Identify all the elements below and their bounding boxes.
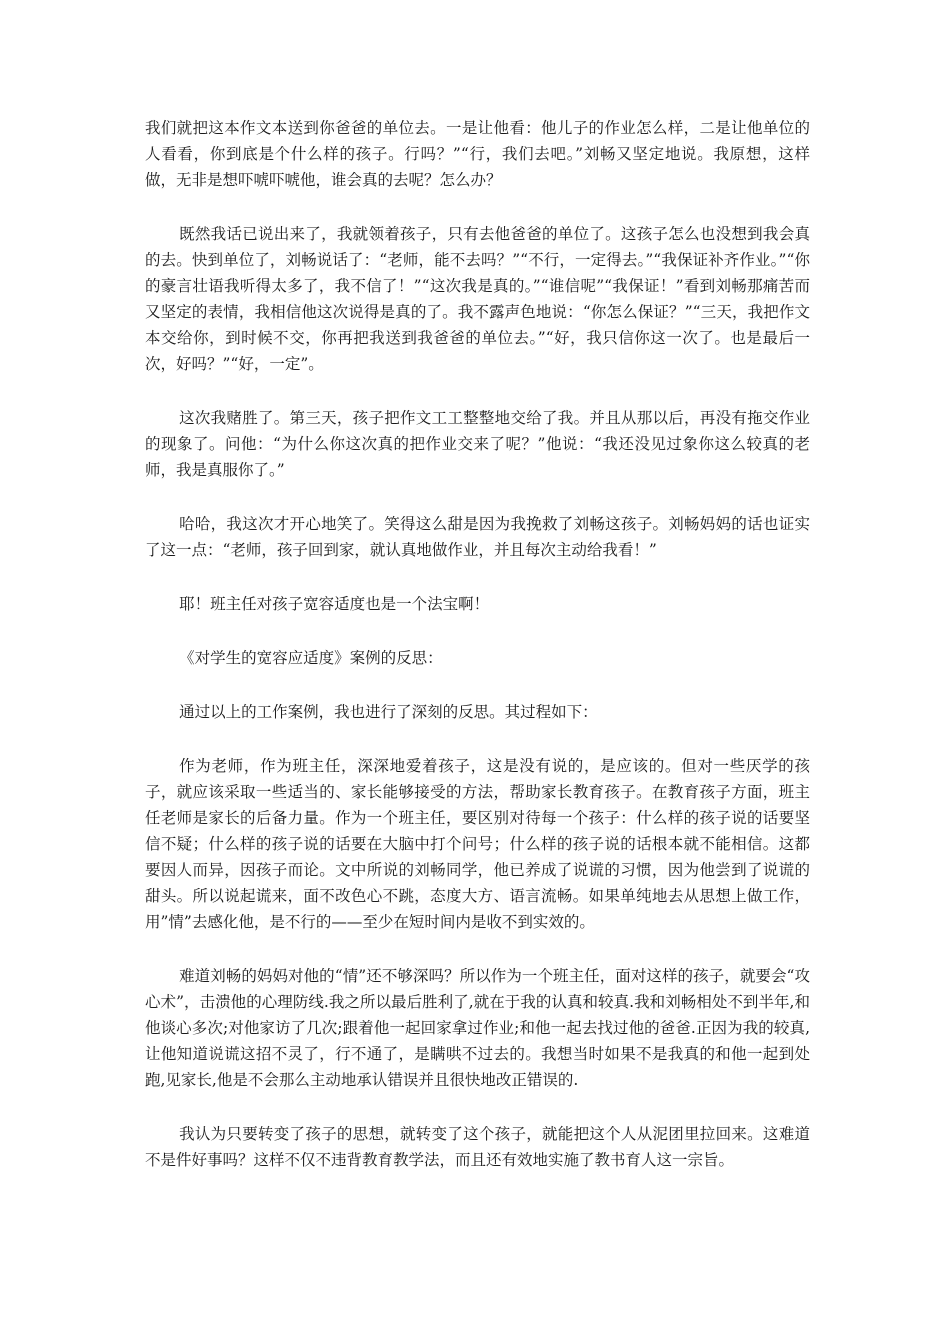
paragraph-1: 我们就把这本作文本送到你爸爸的单位去。一是让他看：他儿子的作业怎么样，二是让他单位的人看看，你到底是个什么样的孩子。行吗？”“行，我们去吧。”刘畅又坚定地说。我原想，这样做，无非是想吓唬吓唬他，谁会真的去呢？怎么办？ [145, 119, 810, 189]
reflection-heading: 《对学生的宽容应适度》案例的反思： [179, 649, 443, 667]
paragraph-7: 通过以上的工作案例，我也进行了深刻的反思。其过程如下： [179, 703, 598, 721]
paragraph-10: 我认为只要转变了孩子的思想，就转变了这个孩子，就能把这个人从泥团里拉回来。这难道不是件好事吗？这样不仅不违背教育教学法，而且还有效地实施了教书育人这一宗旨。 [145, 1125, 810, 1169]
paragraph-4: 哈哈，我这次才开心地笑了。笑得这么甜是因为我挽救了刘畅这孩子。刘畅妈妈的话也证实了这一点：“老师，孩子回到家，就认真地做作业，并且每次主动给我看！” [145, 515, 810, 559]
document-body [145, 115, 810, 1201]
paragraph-5: 耶！班主任对孩子宽容适度也是一个法宝啊！ [179, 595, 490, 613]
paragraph-3: 这次我赌胜了。第三天，孩子把作文工工整整地交给了我。并且从那以后，再没有拖交作业的现象了。问他：“为什么你这次真的把作业交来了呢？”他说：“我还没见过象你这么较真的老师，我是真服你了。” [145, 409, 810, 479]
paragraph-9: 难道刘畅的妈妈对他的“情”还不够深吗？所以作为一个班主任，面对这样的孩子，就要会“攻心术”，击溃他的心理防线.我之所以最后胜利了,就在于我的认真和较真.我和刘畅相处不到半年,和他谈心多次;对他家访了几次;跟着他一起回家拿过作业;和他一起去找过他的爸爸.正因为我的较真,让他知道说谎这招不灵了，行不通了，是瞒哄不过去的。我想当时如果不是我真的和他一起到处跑,见家长,他是不会那么主动地承认错误并且很快地改正错误的. [145, 967, 810, 1089]
paragraph-2: 既然我话已说出来了，我就领着孩子，只有去他爸爸的单位了。这孩子怎么也没想到我会真的去。快到单位了，刘畅说话了：“老师，能不去吗？”“不行，一定得去。”“我保证补齐作业。”“你的豪言壮语我听得太多了，我不信了！”“这次我是真的。”“谁信呢”“我保证！”看到刘畅那痛苦而又坚定的表情，我相信他这次说得是真的了。我不露声色地说：“你怎么保证？”“三天，我把作文本交给你，到时候不交，你再把我送到我爸爸的单位去。”“好，我只信你这一次了。也是最后一次，好吗？”“好，一定”。 [145, 225, 810, 373]
paragraph-8: 作为老师，作为班主任，深深地爱着孩子，这是没有说的，是应该的。但对一些厌学的孩子，就应该采取一些适当的、家长能够接受的方法，帮助家长教育孩子。在教育孩子方面，班主任老师是家长的后备力量。作为一个班主任，要区别对待每一个孩子：什么样的孩子说的话要坚信不疑；什么样的孩子说的话要在大脑中打个问号；什么样的孩子说的话根本就不能相信。这都要因人而异，因孩子而论。文中所说的刘畅同学，他已养成了说谎的习惯，因为他尝到了说谎的甜头。所以说起谎来，面不改色心不跳，态度大方、语言流畅。如果单纯地去从思想上做工作，用”情”去感化他，是不行的——至少在短时间内是收不到实效的。 [145, 757, 810, 931]
